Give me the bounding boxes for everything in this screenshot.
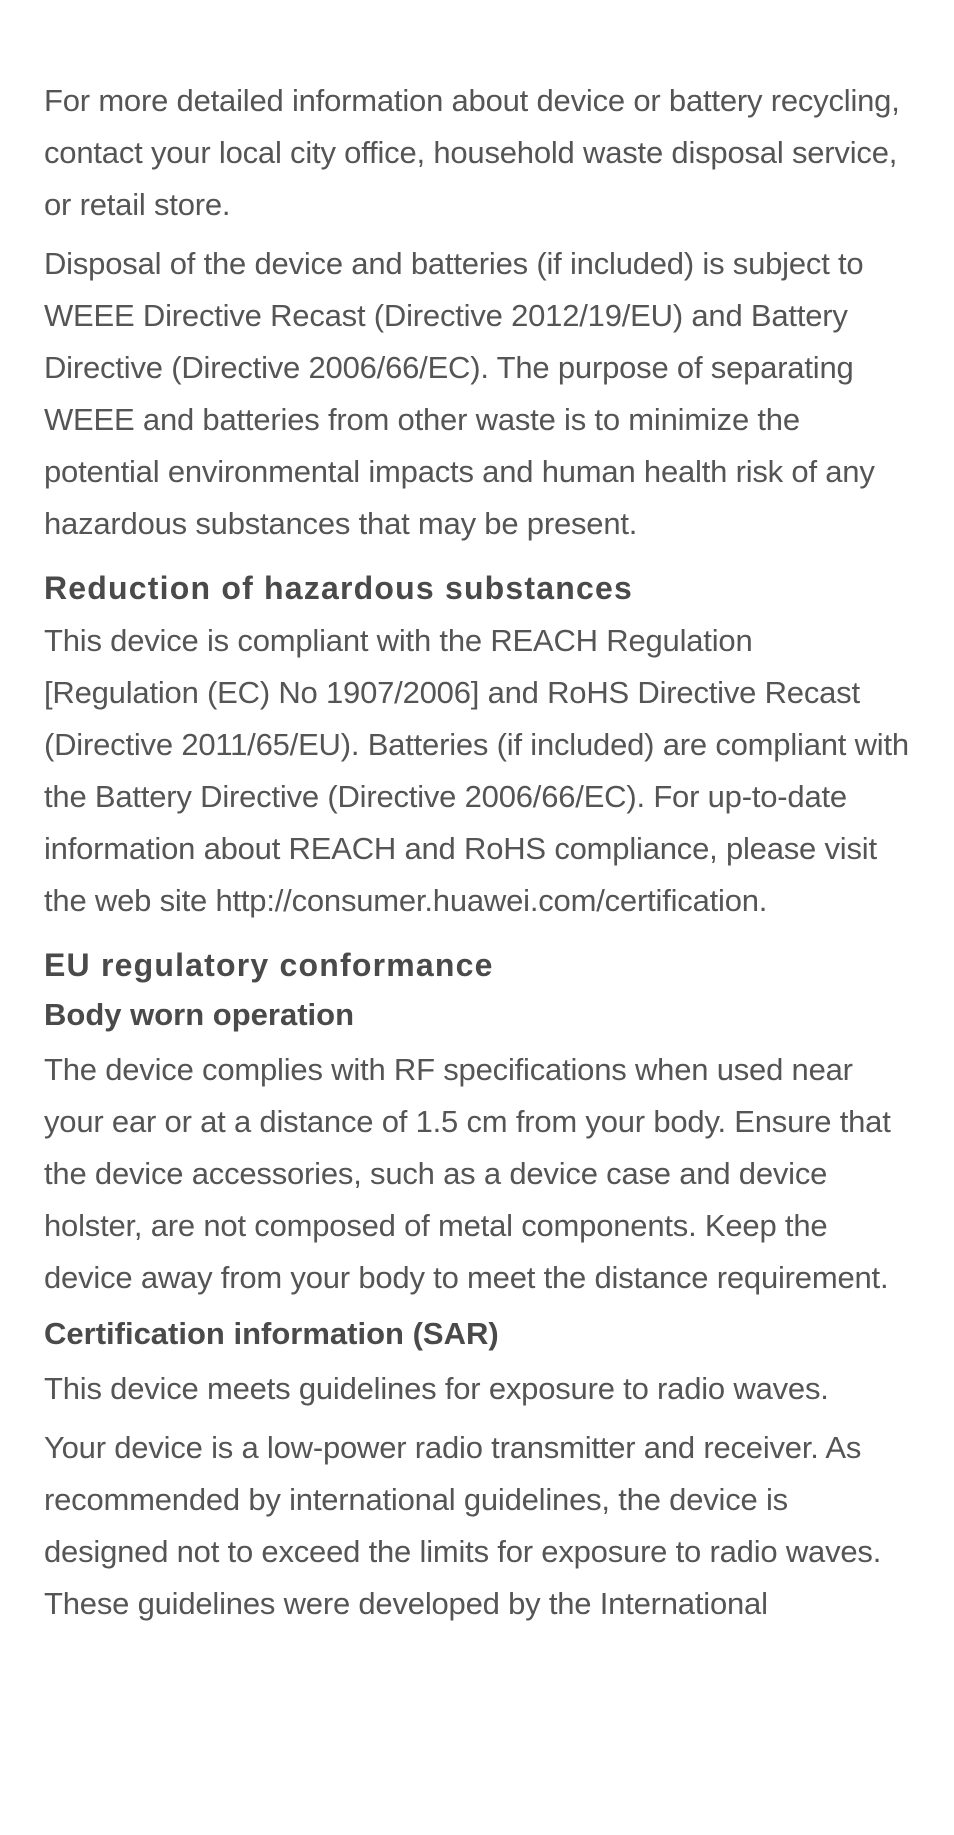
paragraph-sar-meets: This device meets guidelines for exposure to radio waves. <box>44 1371 829 1406</box>
heading-sar-certification: Certification information (SAR) <box>44 1316 499 1351</box>
paragraph-sar-low-power: Your device is a low-power radio transmitter and receiver. As recommended by international guidelines, the device is designed not to exceed the limits for exposure to radio waves. These guidelines were developed by the International <box>44 1430 882 1621</box>
paragraph-body-worn: The device complies with RF specifications when used near your ear or at a distance of 1.5 cm from your body. Ensure that the device accessories, such as a device case and device holster, are not composed of metal components. Keep the device away from your body to meet the distance requirement. <box>44 1052 891 1295</box>
paragraph-recycling-info: For more detailed information about device or battery recycling, contact your local city office, household waste disposal service, or retail store. <box>44 83 900 222</box>
paragraph-reach-rohs: This device is compliant with the REACH Regulation [Regulation (EC) No 1907/2006] and RoHS Directive Recast (Directive 2011/65/EU). Batteries (if included) are compliant with the Battery Directive (Directive 2006/66/EC). For up-to-date information about REACH and RoHS compliance, please visit the web site http://consumer.huawei.com/certification. <box>44 623 909 918</box>
heading-eu-conformance: EU regulatory conformance <box>44 947 494 983</box>
document-page <box>44 75 914 1637</box>
heading-body-worn-operation: Body worn operation <box>44 997 354 1032</box>
paragraph-weee-disposal: Disposal of the device and batteries (if included) is subject to WEEE Directive Recast (Directive 2012/19/EU) and Battery Directive (Directive 2006/66/EC). The purpose of separating WEEE and batteries from other waste is to minimize the potential environmental impacts and human health risk of any hazardous substances that may be present. <box>44 246 875 541</box>
heading-hazardous-substances: Reduction of hazardous substances <box>44 570 634 606</box>
